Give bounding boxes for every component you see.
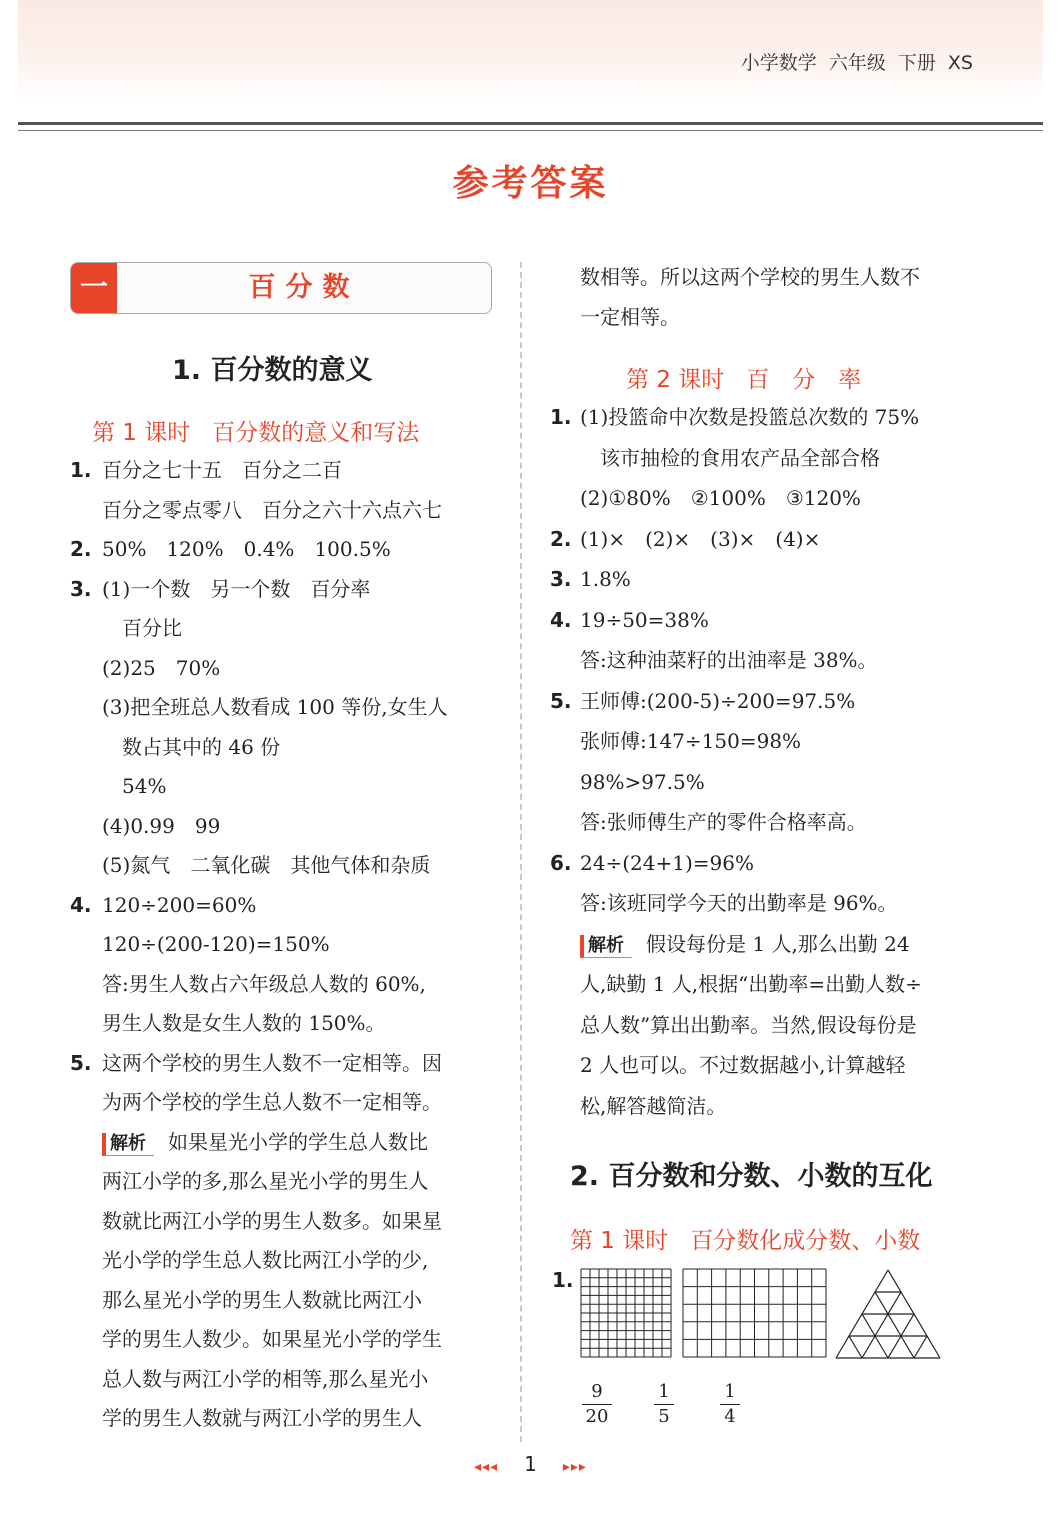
answer-text: 答:男生人数占六年级总人数的 60%,: [102, 971, 426, 996]
answer-line: [580, 689, 855, 713]
fraction-3: [720, 1382, 740, 1427]
question-number: 4.: [550, 607, 572, 632]
answer-text: 王师傅:(200-5)÷200=97.5%: [580, 688, 856, 713]
answer-text: 50% 120% 0.4% 100.5%: [102, 537, 391, 561]
fraction-bar: [720, 1404, 740, 1405]
fraction-bar: [654, 1404, 674, 1405]
answer-line: [102, 1090, 442, 1114]
answer-line: [102, 1248, 428, 1272]
question-number: 2.: [550, 526, 572, 551]
lesson-heading-3: [570, 1222, 920, 1255]
page-footer: [0, 1452, 1061, 1476]
fraction-numerator: 1: [658, 1381, 670, 1402]
answer-text: 学的男生人数少。如果星光小学的学生: [102, 1327, 442, 1351]
column-divider: [520, 262, 522, 1442]
answer-text: 张师傅:147÷150=98%: [580, 729, 802, 753]
page-number: 1: [524, 1452, 537, 1476]
answer-text: 120÷(200-120)=150%: [102, 932, 330, 956]
answer-line: [580, 810, 867, 834]
fraction-2: [654, 1382, 674, 1427]
answer-line: [102, 498, 442, 522]
answer-text: 24÷(24+1)=96%: [580, 850, 754, 875]
grid-100-figure: [580, 1268, 674, 1360]
answer-text: 那么星光小学的男生人数就比两江小: [102, 1287, 422, 1312]
answer-text: 百分之七十五 百分之二百: [102, 458, 342, 482]
answer-text: 数就比两江小学的男生人数多。如果星: [102, 1208, 442, 1233]
answer-line: [102, 695, 448, 719]
fraction-bar: [582, 1404, 612, 1405]
answer-text: 松,解答越简洁。: [580, 1093, 727, 1118]
answer-text: 学的男生人数就与两江小学的男生人: [102, 1406, 422, 1430]
answer-text: 54%: [102, 774, 167, 798]
question-number: 1.: [550, 405, 572, 429]
answer-line: [580, 770, 705, 794]
answer-line: [102, 616, 182, 640]
answer-text: 百分比: [102, 616, 182, 640]
answer-line: [580, 608, 709, 632]
question-number: 4.: [70, 892, 92, 917]
lesson-title: 百分数化成分数、小数: [690, 1228, 921, 1254]
answer-line: [102, 735, 280, 759]
answer-text: 该市抽检的食用农产品全部合格: [580, 445, 880, 470]
lesson-heading-2: [626, 361, 861, 394]
answer-text: 120÷200=60%: [102, 892, 257, 917]
answer-line: [102, 972, 426, 996]
answer-line: [102, 656, 220, 680]
header-rule-thin: [18, 130, 1043, 131]
answer-text: 1.8%: [580, 567, 631, 591]
analysis-tag: 解析: [102, 1133, 154, 1156]
answer-line: [102, 1051, 442, 1075]
answer-line: [580, 567, 631, 591]
answer-line: [102, 1130, 428, 1156]
answer-text: 答:这种油菜籽的出油率是 38%。: [580, 648, 878, 672]
question-number: 5.: [70, 1050, 92, 1075]
fraction-denominator: 4: [724, 1406, 736, 1427]
answer-line: [102, 1169, 428, 1193]
answer-text: 98%>97.5%: [580, 769, 705, 794]
answer-text: 19÷50=38%: [580, 607, 709, 632]
answer-text: 男生人数是女生人数的 150%。: [102, 1011, 386, 1035]
answer-text: 两江小学的多,那么星光小学的男生人: [102, 1169, 429, 1193]
answer-line: [102, 814, 220, 838]
answer-text: (2)①80% ②100% ③120%: [580, 486, 861, 510]
section-title-1: 1. 百分数的意义: [172, 355, 373, 386]
answer-text: (3)把全班总人数看成 100 等份,女生人: [102, 695, 448, 719]
lesson-heading-1: [92, 414, 419, 447]
section-title-2: 2. 百分数和分数、小数的互化: [570, 1161, 933, 1192]
header-rule: [18, 122, 1043, 125]
answer-line: [102, 853, 430, 877]
grid-50-figure: [682, 1268, 828, 1360]
unit-number: 一: [71, 263, 117, 313]
answer-line: 一定相等。: [580, 305, 680, 329]
fraction-denominator: 5: [658, 1406, 670, 1427]
answer-line: [580, 648, 878, 672]
question-number: 1.: [552, 1268, 574, 1292]
answer-text: (4)0.99 99: [102, 813, 221, 838]
answer-text: (1)× (2)× (3)× (4)×: [580, 526, 821, 551]
answer-line: [102, 774, 166, 798]
lesson-title: 百分数的意义和写法: [212, 420, 420, 446]
answer-line: [580, 891, 898, 915]
answer-line: [580, 527, 820, 551]
answer-text: 答:张师傅生产的零件合格率高。: [580, 810, 867, 834]
page-title: 参考答案: [452, 163, 609, 204]
unit-title: 百分数: [248, 272, 360, 303]
answer-line: [102, 537, 391, 561]
answer-line: [580, 1094, 726, 1118]
question-number: 3.: [70, 576, 92, 601]
answer-line: [102, 577, 370, 601]
fraction-1: [582, 1382, 612, 1427]
answer-line: [580, 486, 861, 510]
answer-line: [580, 1013, 917, 1037]
answer-text: 答:该班同学今天的出勤率是 96%。: [580, 891, 898, 915]
answer-line: [580, 851, 754, 875]
answer-text: (1)投篮命中次数是投篮总次数的 75%: [580, 405, 920, 429]
unit-banner: [70, 262, 492, 314]
lesson-label: 第 2 课时: [626, 367, 725, 393]
question-number: 5.: [550, 688, 572, 713]
lesson-label: 第 1 课时: [570, 1228, 669, 1254]
question-number: 3.: [550, 567, 572, 591]
analysis-tag: 解析: [580, 935, 632, 958]
lesson-label: 第 1 课时: [92, 420, 191, 446]
answer-text: 假设每份是 1 人,那么出勤 24: [646, 931, 910, 956]
answer-text: 如果星光小学的学生总人数比: [168, 1129, 428, 1154]
answer-text: 这两个学校的男生人数不一定相等。因: [102, 1050, 442, 1075]
answer-line: [102, 1367, 428, 1391]
answer-line: [102, 1011, 386, 1035]
answer-text: 百分之零点零八 百分之六十六点六七: [102, 497, 442, 522]
question-number: 2.: [70, 537, 92, 561]
answer-line: [580, 446, 880, 470]
answer-line: [580, 932, 910, 958]
answer-line: [102, 893, 256, 917]
next-arrows-icon[interactable]: ▸▸▸: [562, 1459, 587, 1475]
answer-line: [102, 1327, 442, 1351]
answer-text: (1)一个数 另一个数 百分率: [102, 576, 371, 601]
answer-line: 数相等。所以这两个学校的男生人数不: [580, 265, 920, 289]
triangle-figure: [834, 1268, 942, 1360]
answer-line: [102, 1288, 422, 1312]
series-label: 小学数学 六年级 下册 XS: [740, 52, 973, 74]
fraction-numerator: 1: [724, 1381, 736, 1402]
answer-text: 总人数”算出出勤率。当然,假设每份是: [580, 1012, 917, 1037]
fraction-numerator: 9: [591, 1381, 603, 1402]
answer-text: (2)25 70%: [102, 655, 221, 680]
answer-text: 光小学的学生总人数比两江小学的少,: [102, 1248, 429, 1272]
answer-line: [102, 1209, 442, 1233]
question-number: 1.: [70, 458, 92, 482]
answer-line: [580, 972, 922, 996]
answer-text: 为两个学校的学生总人数不一定相等。: [102, 1090, 442, 1114]
answer-text: 总人数与两江小学的相等,那么星光小: [102, 1366, 429, 1391]
lesson-title: 百 分 率: [746, 367, 862, 393]
answer-text: 数占其中的 46 份: [102, 734, 281, 759]
answer-text: 2 人也可以。不过数据越小,计算越轻: [580, 1053, 906, 1077]
answer-line: [102, 458, 342, 482]
answer-line: [580, 405, 919, 429]
answer-line: [102, 1406, 422, 1430]
prev-arrows-icon[interactable]: ◂◂◂: [474, 1459, 499, 1475]
answer-text: 人,缺勤 1 人,根据“出勤率=出勤人数÷: [580, 972, 922, 996]
answer-line: [102, 932, 330, 956]
answer-text: (5)氮气 二氧化碳 其他气体和杂质: [102, 853, 431, 877]
question-number: 6.: [550, 850, 572, 875]
answer-line: [580, 729, 801, 753]
answer-line: [580, 1053, 905, 1077]
fraction-denominator: 20: [585, 1406, 609, 1427]
